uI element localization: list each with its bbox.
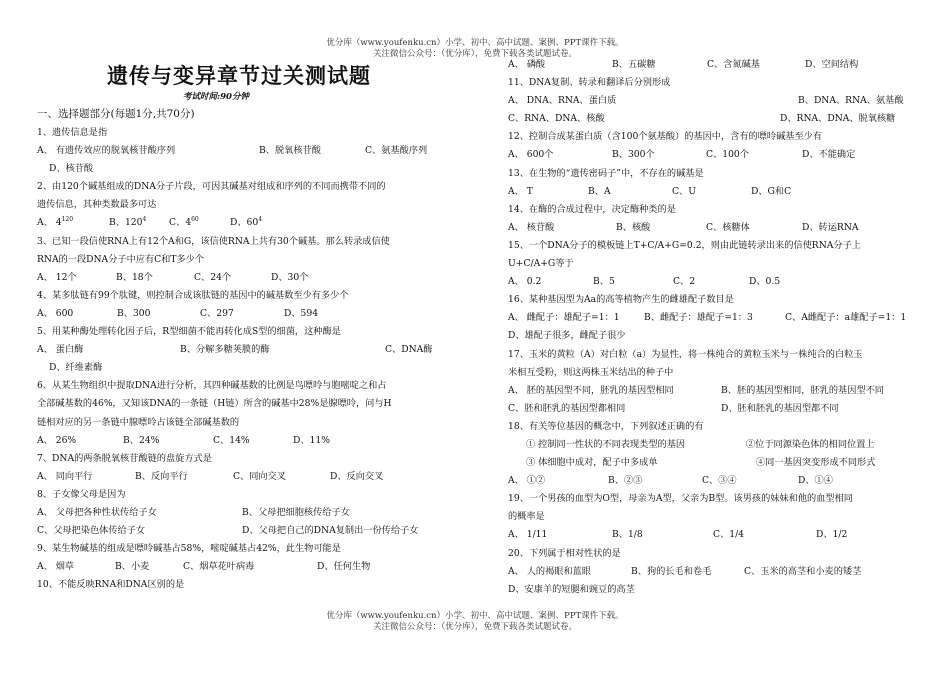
q7-option-c: C、同向交叉 <box>233 470 286 482</box>
q11-options-ab <box>508 92 923 110</box>
q19-option-c: C、1/4 <box>713 529 745 541</box>
q3-option-a: A、 12个 <box>37 271 77 283</box>
q12-stem: 12、控制合成某蛋白质（含100个氨基酸）的基因中，含有的嘌呤碱基至少有 <box>508 131 823 143</box>
q13-option-a: A、 T <box>508 185 533 197</box>
q13-options <box>508 183 923 201</box>
q9-option-c: C、烟草花叶病毒 <box>183 561 255 573</box>
q20-option-b: B、狗的长毛和卷毛 <box>631 565 712 577</box>
page-title: 遗传与变异章节过关测试题 <box>107 63 371 88</box>
q6-stem-1: 6、从某生物组织中提取DNA进行分析，其四种碱基数的比例是鸟嘌呤与胞嘧啶之和占 <box>37 380 387 392</box>
q7-option-a: A、 同向平行 <box>37 470 93 482</box>
q6-stem-3: 链相对应的另一条链中腺嘌呤占该链全部碱基数的 <box>37 416 240 428</box>
q18-stem: 18、有关等位基因的概念中，下列叙述正确的有 <box>508 420 704 432</box>
q8-option-a: A、 父母把各种性状传给子女 <box>37 506 157 518</box>
q4-option-a: A、 600 <box>37 307 74 319</box>
q9-option-b: B、小麦 <box>115 561 150 573</box>
q15-options <box>508 273 923 291</box>
q4-option-d: D、594 <box>284 307 319 319</box>
q3-option-b: B、18个 <box>116 271 153 283</box>
q15-option-a: A、 0.2 <box>508 276 542 288</box>
q1-option-a: A、 有遗传效应的脱氧核苷酸序列 <box>37 145 176 157</box>
q2-options <box>37 214 445 232</box>
q12-options <box>508 146 923 164</box>
q11-option-a: A、 DNA、RNA、蛋白质 <box>508 95 617 107</box>
q4-stem: 4、某多肽链有99个肽键，则控制合成该肽链的基因中的碱基数至少有多少个 <box>37 289 349 301</box>
q6-option-b: B、24% <box>123 434 160 446</box>
q3-stem-2: RNA的一段DNA分子中应有C和T多少个 <box>37 253 205 265</box>
q18-statement-2: ②位于同源染色体的相同位置上 <box>746 438 875 450</box>
q10-option-b: B、五碳糖 <box>612 59 656 70</box>
q16-option-a: A、 雌配子：雄配子=1：1 <box>508 312 620 324</box>
right-column <box>508 56 923 599</box>
q20-options-abc <box>508 563 923 581</box>
q17-stem-1: 17、玉米的黄粒（A）对白粒（a）为显性，将一株纯合的黄粒玉米与一株纯合的白粒玉 <box>508 348 863 360</box>
q16-stem: 16、某种基因型为Aa的高等植物产生的雌雄配子数目是 <box>508 294 734 306</box>
q5-option-b: B、分解多糖荚膜的酶 <box>180 344 270 356</box>
q6-option-c: C、14% <box>213 434 250 446</box>
q13-stem: 13、在生物的“遗传密码子”中，不存在的碱基是 <box>508 167 704 179</box>
q1-option-b: B、脱氧核苷酸 <box>259 145 321 157</box>
q8-option-b: B、父母把细胞核传给子女 <box>242 506 350 518</box>
q4-option-b: B、300 <box>117 307 151 319</box>
q16-option-b: B、雌配子：雄配子=1：3 <box>644 312 753 324</box>
q17-options-ab <box>508 382 923 400</box>
q18-statement-1: ① 控制同一性状的不同表现类型的基因 <box>526 438 686 450</box>
q19-stem-2: 的概率是 <box>508 511 545 523</box>
q15-stem-1: 15、一个DNA分子的模板链上T+C/A+G=0.2，则由此链转录出来的信使RNA分子上 <box>508 239 861 251</box>
q8-option-c: C、父母把染色体传给子女 <box>37 525 146 537</box>
q5-option-d: D、纤维素酶 <box>49 362 103 374</box>
q3-stem-1: 3、已知一段信使RNA上有12个A和G，该信使RNA上共有30个碱基。那么转录成信使 <box>37 235 390 247</box>
q7-option-b: B、反向平行 <box>135 470 188 482</box>
q6-stem-2: 全部碱基数的46%，又知该DNA的一条链（H链）所含的碱基中28%是腺嘌呤，问与H <box>37 398 392 410</box>
q14-stem: 14、在酶的合成过程中，决定酶种类的是 <box>508 203 676 215</box>
q5-stem: 5、用某种酶处理转化因子后，R型细菌不能再转化成S型的细菌，这种酶是 <box>37 326 341 338</box>
q12-option-a: A、 600个 <box>508 149 554 161</box>
q14-option-c: C、核糖体 <box>706 221 750 233</box>
q9-options <box>37 558 445 576</box>
q15-option-d: D、0.5 <box>749 276 781 288</box>
q11-stem: 11、DNA复制、转录和翻译后分别形成 <box>508 77 671 89</box>
q19-option-d: D、1/2 <box>816 529 848 541</box>
q10-option-c: C、含氮碱基 <box>707 59 760 70</box>
q1-stem: 1、遗传信息是指 <box>37 127 108 138</box>
q1-option-c: C、氨基酸序列 <box>365 145 428 157</box>
q2-stem-2: 遗传信息，其种类数最多可达 <box>37 199 157 211</box>
q18-option-d: D、①④ <box>798 475 833 487</box>
q15-option-b: B、5 <box>593 276 615 288</box>
q16-options-abc <box>508 309 923 327</box>
q2-option-d: D、$60^4$ <box>230 216 263 229</box>
q18-statement-4: ④同一基因突变形成不同形式 <box>756 457 876 469</box>
q7-options <box>37 468 445 486</box>
q20-option-a: A、 人的褐眼和蓝眼 <box>508 565 592 577</box>
q5-option-c: C、DNA酶 <box>385 344 433 356</box>
q19-options <box>508 526 923 544</box>
q2-option-b: B、$120^4$ <box>109 216 147 229</box>
header-line-1: 优分库（www.youfenku.cn）小学、初中、高中试题、案例、PPT课件下载。 <box>326 38 624 48</box>
q6-options <box>37 432 445 450</box>
q11-option-c: C、RNA、DNA、核酸 <box>508 113 605 125</box>
q2-option-c: C、$4^{60}$ <box>169 216 199 229</box>
q13-option-d: D、G和C <box>751 185 792 197</box>
footer-line-2: 关注微信公众号：（优分库），免费下载各类试题试卷。 <box>372 622 577 632</box>
q8-options-ab <box>37 504 445 522</box>
q16-option-c: C、A雌配子：a雄配子=1：1 <box>785 312 907 324</box>
q20-stem: 20、下列属于相对性状的是 <box>508 547 621 559</box>
q15-option-c: C、2 <box>673 276 696 288</box>
q17-options-cd <box>508 400 923 418</box>
q12-option-d: D、不能确定 <box>802 149 856 161</box>
q18-options <box>508 472 923 490</box>
q1-options <box>37 142 445 160</box>
q17-stem-2: 米相互受粉，则这两株玉米结出的种子中 <box>508 366 674 378</box>
q18-option-c: C、③④ <box>702 475 737 487</box>
q10-stem: 10、不能反映RNA和DNA区别的是 <box>37 579 185 591</box>
q3-option-c: C、24个 <box>194 271 232 283</box>
q2-option-a: A、 $4^{120}$ <box>37 216 74 229</box>
q13-option-c: C、U <box>672 185 696 197</box>
q6-option-a: A、 26% <box>37 434 77 446</box>
q10-option-d: D、空间结构 <box>805 59 859 70</box>
section-heading: 一、选择题部分(每题1分,共70分) <box>37 108 195 120</box>
q4-options <box>37 305 445 323</box>
q9-option-d: D、任何生物 <box>317 561 371 573</box>
q20-option-c: C、玉米的高茎和小麦的矮茎 <box>744 565 862 577</box>
q19-stem-1: 19、一个男孩的血型为O型，母亲为A型，父亲为B型。该男孩的妹妹和他的血型相同 <box>508 493 853 505</box>
q18-option-b: B、②③ <box>608 475 643 487</box>
q18-option-a: A、 ①② <box>508 475 546 487</box>
q13-option-b: B、A <box>588 185 611 197</box>
q6-option-d: D、11% <box>293 434 330 446</box>
q17-option-c: C、胚和胚乳的基因型都相同 <box>508 402 626 414</box>
q12-option-b: B、300个 <box>612 149 655 161</box>
q14-option-b: B、核酸 <box>616 221 651 233</box>
q14-options <box>508 219 923 237</box>
q20-option-d: D、安康羊的短腿和豌豆的高茎 <box>508 583 635 595</box>
q5-option-a: A、 蛋白酶 <box>37 344 84 356</box>
q18-statement-3: ③ 体细胞中成对，配子中多成单 <box>526 457 658 469</box>
q8-stem: 8、子女像父母是因为 <box>37 488 126 500</box>
q5-options <box>37 341 445 359</box>
q10-options <box>508 56 923 74</box>
q17-option-b: B、胚的基因型相同，胚乳的基因型不同 <box>721 384 884 396</box>
q17-option-a: A、 胚的基因型不同，胚乳的基因型相同 <box>508 384 674 396</box>
q11-option-b: B、DNA、RNA、氨基酸 <box>798 95 904 107</box>
left-column <box>37 56 445 594</box>
footer-line-1: 优分库（www.youfenku.cn）小学、初中、高中试题、案例、PPT课件下载。 <box>326 611 624 621</box>
q11-option-d: D、RNA、DNA、脱氧核糖 <box>780 113 896 125</box>
q14-option-d: D、转运RNA <box>802 221 859 233</box>
q3-options <box>37 269 445 287</box>
q18-statements-34 <box>508 454 923 472</box>
exam-time: 考试时间:90分钟 <box>183 92 249 102</box>
q19-option-b: B、1/8 <box>612 529 643 541</box>
q15-stem-2: U+C/A+G等于 <box>508 258 574 270</box>
q4-option-c: C、297 <box>200 307 234 319</box>
q3-option-d: D、30个 <box>271 271 309 283</box>
q10-option-a: A、 磷酸 <box>508 59 546 70</box>
q7-option-d: D、反向交叉 <box>330 470 384 482</box>
q1-option-d: D、核苷酸 <box>49 163 94 175</box>
q16-option-d: D、雄配子很多，雌配子很少 <box>508 330 626 342</box>
q17-option-d: D、胚和胚乳的基因型都不同 <box>721 402 839 414</box>
q8-options-cd <box>37 522 445 540</box>
q9-option-a: A、 烟草 <box>37 561 75 573</box>
q9-stem: 9、某生物碱基的组成是嘌呤碱基占58%，嘧啶碱基占42%，此生物可能是 <box>37 543 341 555</box>
q19-option-a: A、 1/11 <box>508 529 548 541</box>
q12-option-c: C、100个 <box>706 149 749 161</box>
header-line-2: 关注微信公众号：（优分库），免费下载各类试题试卷。 <box>372 49 577 59</box>
q11-options-cd <box>508 110 923 128</box>
q2-stem-1: 2、由120个碱基组成的DNA分子片段，可因其碱基对组成和序列的不同而携带不同的 <box>37 181 386 193</box>
q14-option-a: A、 核苷酸 <box>508 221 555 233</box>
q8-option-d: D、父母把自己的DNA复制出一份传给子女 <box>242 525 419 537</box>
q7-stem: 7、DNA的两条脱氧核苷酸链的盘旋方式是 <box>37 452 212 464</box>
page-footer <box>0 611 950 633</box>
q18-statements-12 <box>508 436 923 454</box>
